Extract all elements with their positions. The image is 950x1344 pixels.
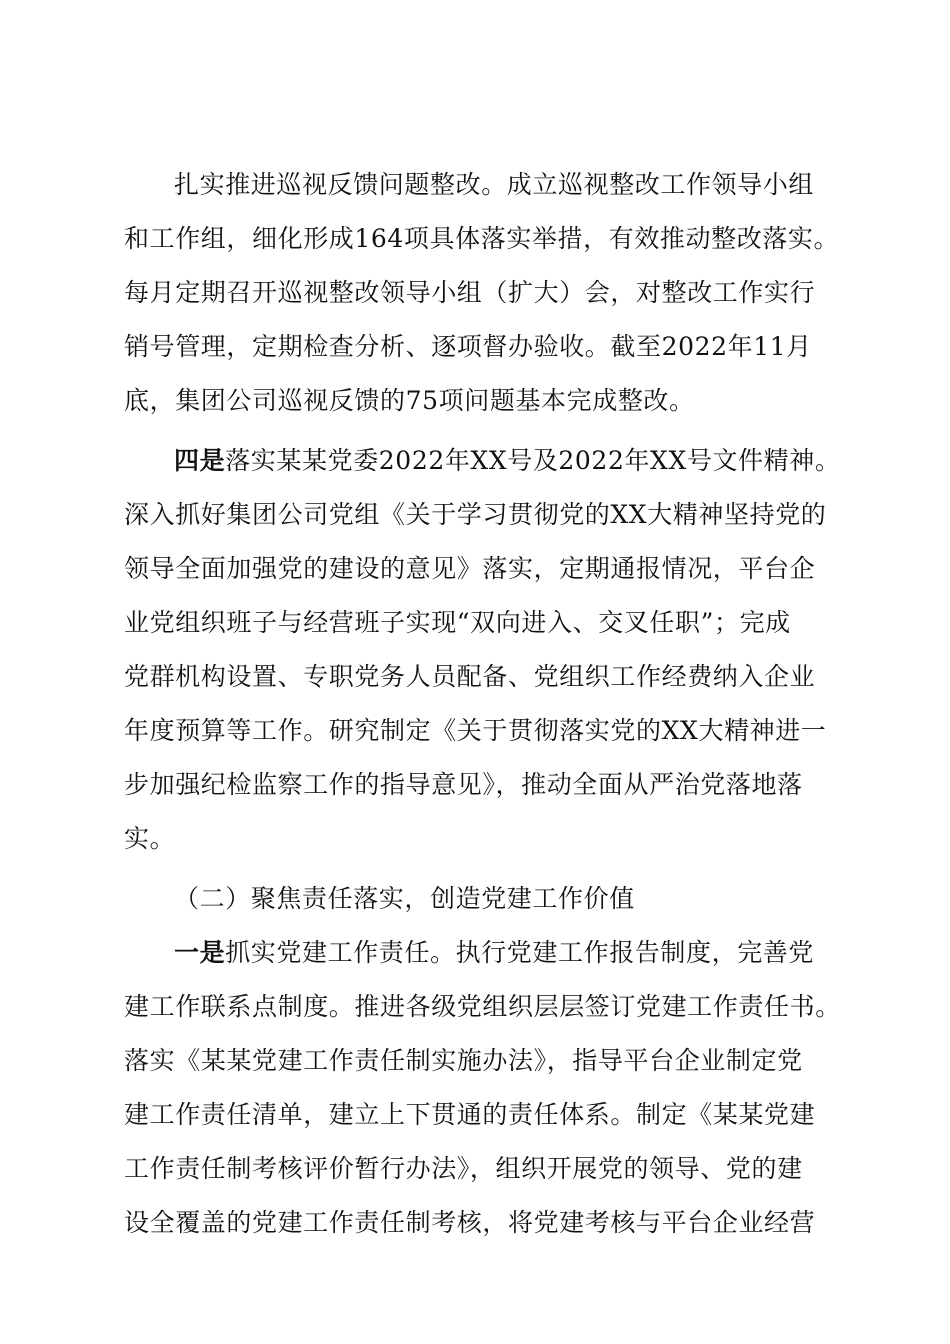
text-run: 落实某某党委2022年XX号及2022年XX号文件精神。 (225, 446, 841, 475)
text-run: 抓实党建工作责任。执行党建工作报告制度，完善党 (225, 938, 815, 967)
text-line: 和工作组，细化形成164项具体落实举措，有效推动整改落实。 (124, 224, 840, 253)
paragraph-fourth-point (124, 434, 841, 866)
document-body (124, 158, 841, 1250)
text-line: 步加强纪检监察工作的指导意见》，推动全面从严治党落地落 (124, 770, 803, 799)
text-line: 工作责任制考核评价暂行办法》，组织开展党的领导、党的建 (124, 1154, 803, 1183)
paragraph-lead: 一是 (174, 938, 226, 967)
text-line: 党群机构设置、专职党务人员配备、党组织工作经费纳入企业 (124, 662, 816, 691)
text-line: 建工作责任清单，建立上下贯通的责任体系。制定《某某党建 (124, 1100, 816, 1129)
text-line: 设全覆盖的党建工作责任制考核，将党建考核与平台企业经营 (124, 1208, 816, 1237)
text-line: 底，集团公司巡视反馈的75项问题基本完成整改。 (124, 386, 695, 415)
text-line: 销号管理，定期检查分析、逐项督办验收。截至2022年11月 (124, 332, 812, 361)
text-line: 建工作联系点制度。推进各级党组织层层签订党建工作责任书。 (124, 992, 841, 1021)
text-line: 领导全面加强党的建设的意见》落实，定期通报情况，平台企 (124, 554, 816, 583)
text-line (124, 434, 841, 488)
text-line: 年度预算等工作。研究制定《关于贯彻落实党的XX大精神进一 (124, 716, 827, 745)
text-line: 业党组织班子与经营班子实现“双向进入、交叉任职”；完成 (124, 608, 791, 637)
text-line: 深入抓好集团公司党组《关于学习贯彻党的XX大精神坚持党的 (124, 500, 827, 529)
paragraph-inspection-rectification (124, 158, 840, 428)
paragraph-first-point (124, 926, 841, 1250)
section-heading (124, 872, 830, 926)
heading-line: （二）聚焦责任落实，创造党建工作价值 (174, 884, 635, 913)
text-line: 落实《某某党建工作责任制实施办法》，指导平台企业制定党 (124, 1046, 803, 1075)
paragraph-lead: 四是 (174, 446, 226, 475)
text-line: 每月定期召开巡视整改领导小组（扩大）会，对整改工作实行 (124, 278, 816, 307)
text-line: 扎实推进巡视反馈问题整改。成立巡视整改工作领导小组 (174, 170, 815, 199)
text-line (124, 926, 830, 980)
text-line: 实。 (124, 824, 176, 853)
